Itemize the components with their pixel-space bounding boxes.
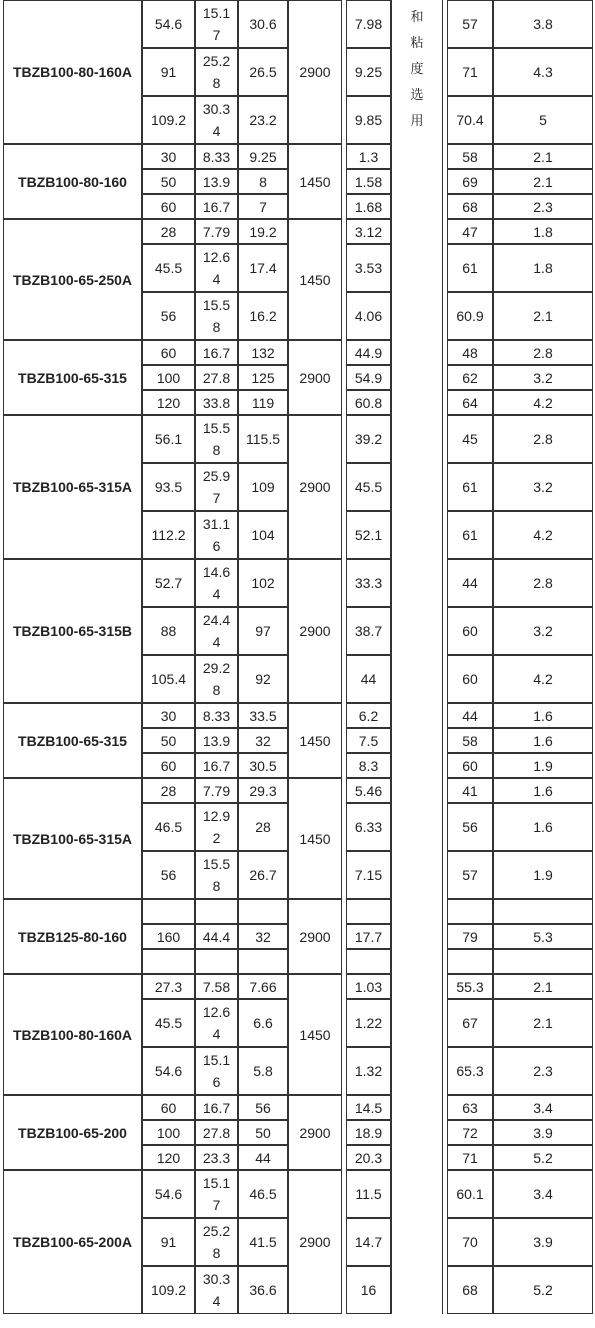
npsh-cell: 1.6 — [493, 778, 593, 803]
model-cell: TBZB100-65-315A — [3, 415, 142, 559]
flow-m3h-cell: 46.5 — [142, 803, 195, 851]
efficiency-cell: 56 — [447, 803, 493, 851]
npsh-cell: 2.1 — [493, 999, 593, 1047]
value-part: 15.1 — [202, 1052, 231, 1068]
value-part: 8 — [212, 319, 221, 335]
value-part: 8 — [212, 75, 221, 91]
efficiency-cell — [447, 899, 493, 924]
head-cell — [238, 899, 288, 924]
speed-cell: 1450 — [288, 219, 342, 340]
table-row — [3, 778, 593, 803]
speed-cell: 1450 — [288, 144, 342, 219]
flow-m3h-cell: 30 — [142, 703, 195, 728]
npsh-cell: 4.2 — [493, 390, 593, 415]
note-cell — [391, 0, 443, 1314]
flow-m3h-cell: 45.5 — [142, 244, 195, 292]
value-part: 4 — [212, 1293, 221, 1309]
efficiency-cell: 41 — [447, 778, 493, 803]
npsh-cell: 1.8 — [493, 244, 593, 292]
flow-ls-cell — [195, 1170, 238, 1218]
head-cell: 92 — [238, 655, 288, 703]
note-char: 和 — [410, 9, 424, 24]
flow-ls-cell — [195, 1218, 238, 1266]
value-part: 4 — [212, 586, 221, 602]
flow-ls-cell: 16.7 — [195, 194, 238, 219]
efficiency-cell: 61 — [447, 511, 493, 559]
power-cell: 11.5 — [346, 1170, 391, 1218]
power-cell: 18.9 — [346, 1120, 391, 1145]
note-char: 用 — [410, 113, 424, 128]
value-part: 4 — [212, 123, 221, 139]
power-cell: 6.33 — [346, 803, 391, 851]
value-part: 7 — [212, 490, 221, 506]
flow-m3h-cell: 100 — [142, 365, 195, 390]
power-cell: 3.12 — [346, 219, 391, 244]
flow-ls-cell — [195, 96, 238, 144]
head-cell: 28 — [238, 803, 288, 851]
npsh-cell — [493, 899, 593, 924]
value-part: 12.6 — [202, 249, 231, 265]
value-part: 15.5 — [202, 297, 231, 313]
speed-cell: 2900 — [288, 899, 342, 974]
power-cell: 1.22 — [346, 999, 391, 1047]
flow-ls-cell — [195, 292, 238, 340]
flow-m3h-cell: 100 — [142, 1120, 195, 1145]
flow-m3h-cell: 56 — [142, 851, 195, 899]
flow-m3h-cell: 30 — [142, 144, 195, 169]
power-cell: 39.2 — [346, 415, 391, 463]
table-row — [3, 974, 593, 999]
npsh-cell: 1.8 — [493, 219, 593, 244]
power-cell: 14.5 — [346, 1095, 391, 1120]
efficiency-cell: 48 — [447, 340, 493, 365]
flow-ls-cell: 8.33 — [195, 703, 238, 728]
flow-m3h-cell: 109.2 — [142, 1266, 195, 1314]
value-part: 25.2 — [202, 1223, 231, 1239]
flow-m3h-cell: 88 — [142, 607, 195, 655]
model-cell: TBZB100-65-200 — [3, 1095, 142, 1170]
table-row — [3, 703, 593, 728]
power-cell: 60.8 — [346, 390, 391, 415]
flow-m3h-cell: 28 — [142, 219, 195, 244]
head-cell: 30.5 — [238, 753, 288, 778]
value-part: 12.9 — [202, 808, 231, 824]
value-part: 8 — [212, 1245, 221, 1261]
head-cell: 56 — [238, 1095, 288, 1120]
flow-m3h-cell: 91 — [142, 1218, 195, 1266]
power-cell: 9.25 — [346, 48, 391, 96]
pump-spec-table — [3, 0, 593, 1314]
flow-ls-cell — [195, 999, 238, 1047]
note-char: 度 — [410, 61, 424, 76]
power-cell: 52.1 — [346, 511, 391, 559]
power-cell: 6.2 — [346, 703, 391, 728]
flow-ls-cell: 16.7 — [195, 753, 238, 778]
power-cell: 1.58 — [346, 169, 391, 194]
head-cell: 36.6 — [238, 1266, 288, 1314]
flow-ls-cell: 16.7 — [195, 340, 238, 365]
power-cell: 7.15 — [346, 851, 391, 899]
npsh-cell: 4.2 — [493, 511, 593, 559]
value-part: 15.5 — [202, 420, 231, 436]
power-cell: 14.7 — [346, 1218, 391, 1266]
efficiency-cell: 60 — [447, 753, 493, 778]
model-cell: TBZB100-65-315A — [3, 778, 142, 899]
flow-ls-cell — [195, 803, 238, 851]
flow-m3h-cell: 60 — [142, 340, 195, 365]
flow-m3h-cell: 109.2 — [142, 96, 195, 144]
value-part: 7 — [212, 1197, 221, 1213]
efficiency-cell: 60 — [447, 607, 493, 655]
flow-ls-cell — [195, 949, 238, 974]
head-cell: 33.5 — [238, 703, 288, 728]
speed-cell: 1450 — [288, 974, 342, 1095]
efficiency-cell: 47 — [447, 219, 493, 244]
model-cell: TBZB100-80-160 — [3, 144, 142, 219]
flow-ls-cell — [195, 1047, 238, 1095]
head-cell: 44 — [238, 1145, 288, 1170]
flow-ls-cell — [195, 244, 238, 292]
value-part: 30.3 — [202, 1271, 231, 1287]
head-cell: 132 — [238, 340, 288, 365]
head-cell: 50 — [238, 1120, 288, 1145]
power-cell: 7.5 — [346, 728, 391, 753]
power-cell: 44 — [346, 655, 391, 703]
power-cell: 17.7 — [346, 924, 391, 949]
table-row — [3, 144, 593, 169]
npsh-cell: 3.2 — [493, 463, 593, 511]
head-cell: 7.66 — [238, 974, 288, 999]
value-part: 14.6 — [202, 564, 231, 580]
table-row — [3, 415, 593, 463]
flow-m3h-cell: 60 — [142, 1095, 195, 1120]
speed-cell: 1450 — [288, 778, 342, 899]
power-cell: 5.46 — [346, 778, 391, 803]
efficiency-cell: 68 — [447, 1266, 493, 1314]
head-cell: 125 — [238, 365, 288, 390]
flow-m3h-cell: 120 — [142, 1145, 195, 1170]
npsh-cell — [493, 949, 593, 974]
npsh-cell: 1.6 — [493, 728, 593, 753]
head-cell: 29.3 — [238, 778, 288, 803]
head-cell: 41.5 — [238, 1218, 288, 1266]
flow-m3h-cell: 105.4 — [142, 655, 195, 703]
power-cell: 20.3 — [346, 1145, 391, 1170]
flow-ls-cell: 7.79 — [195, 219, 238, 244]
speed-cell: 1450 — [288, 703, 342, 778]
flow-ls-cell: 13.9 — [195, 728, 238, 753]
flow-ls-cell: 33.8 — [195, 390, 238, 415]
value-part: 6 — [212, 538, 221, 554]
head-cell: 46.5 — [238, 1170, 288, 1218]
speed-cell: 2900 — [288, 0, 342, 144]
model-cell: TBZB100-80-160A — [3, 0, 142, 144]
flow-m3h-cell: 56.1 — [142, 415, 195, 463]
power-cell: 1.32 — [346, 1047, 391, 1095]
flow-ls-cell — [195, 1266, 238, 1314]
npsh-cell: 3.2 — [493, 365, 593, 390]
efficiency-cell: 69 — [447, 169, 493, 194]
flow-m3h-cell: 120 — [142, 390, 195, 415]
flow-m3h-cell: 28 — [142, 778, 195, 803]
value-part: 8 — [212, 878, 221, 894]
note-char: 粘 — [410, 35, 424, 50]
head-cell: 115.5 — [238, 415, 288, 463]
npsh-cell: 3.9 — [493, 1120, 593, 1145]
npsh-cell: 5.3 — [493, 924, 593, 949]
efficiency-cell: 72 — [447, 1120, 493, 1145]
table-body — [3, 0, 593, 1314]
head-cell: 26.5 — [238, 48, 288, 96]
power-cell: 9.85 — [346, 96, 391, 144]
flow-m3h-cell: 50 — [142, 169, 195, 194]
npsh-cell: 2.1 — [493, 169, 593, 194]
flow-m3h-cell: 60 — [142, 753, 195, 778]
flow-ls-cell — [195, 851, 238, 899]
flow-m3h-cell: 112.2 — [142, 511, 195, 559]
power-cell: 38.7 — [346, 607, 391, 655]
flow-ls-cell — [195, 415, 238, 463]
npsh-cell: 5.2 — [493, 1266, 593, 1314]
flow-ls-cell: 7.58 — [195, 974, 238, 999]
head-cell: 102 — [238, 559, 288, 607]
table-row — [3, 0, 593, 48]
speed-cell: 2900 — [288, 340, 342, 415]
efficiency-cell: 55.3 — [447, 974, 493, 999]
model-cell: TBZB100-65-200A — [3, 1170, 142, 1314]
head-cell: 17.4 — [238, 244, 288, 292]
flow-ls-cell: 16.7 — [195, 1095, 238, 1120]
power-cell: 16 — [346, 1266, 391, 1314]
head-cell: 6.6 — [238, 999, 288, 1047]
flow-ls-cell: 23.3 — [195, 1145, 238, 1170]
flow-ls-cell: 44.4 — [195, 924, 238, 949]
efficiency-cell: 61 — [447, 244, 493, 292]
table-row — [3, 1170, 593, 1218]
npsh-cell: 3.4 — [493, 1170, 593, 1218]
efficiency-cell: 65.3 — [447, 1047, 493, 1095]
flow-ls-cell — [195, 0, 238, 48]
table-row — [3, 219, 593, 244]
flow-m3h-cell: 56 — [142, 292, 195, 340]
power-cell: 1.68 — [346, 194, 391, 219]
npsh-cell: 3.4 — [493, 1095, 593, 1120]
value-part: 4 — [212, 1026, 221, 1042]
efficiency-cell: 60.1 — [447, 1170, 493, 1218]
value-part: 25.2 — [202, 53, 231, 69]
value-part: 15.1 — [202, 5, 231, 21]
npsh-cell: 3.2 — [493, 607, 593, 655]
flow-ls-cell — [195, 48, 238, 96]
power-cell: 1.03 — [346, 974, 391, 999]
model-cell: TBZB100-65-250A — [3, 219, 142, 340]
power-cell: 45.5 — [346, 463, 391, 511]
flow-m3h-cell: 52.7 — [142, 559, 195, 607]
efficiency-cell: 45 — [447, 415, 493, 463]
speed-cell: 2900 — [288, 415, 342, 559]
power-cell: 33.3 — [346, 559, 391, 607]
value-part: 24.4 — [202, 612, 231, 628]
head-cell — [238, 949, 288, 974]
head-cell: 109 — [238, 463, 288, 511]
flow-m3h-cell — [142, 899, 195, 924]
npsh-cell: 2.1 — [493, 144, 593, 169]
npsh-cell: 2.8 — [493, 340, 593, 365]
efficiency-cell: 58 — [447, 144, 493, 169]
speed-cell: 2900 — [288, 559, 342, 703]
head-cell: 16.2 — [238, 292, 288, 340]
npsh-cell: 3.9 — [493, 1218, 593, 1266]
table-row — [3, 559, 593, 607]
value-part: 30.3 — [202, 101, 231, 117]
table-row — [3, 1095, 593, 1120]
flow-m3h-cell: 54.6 — [142, 1170, 195, 1218]
model-cell: TBZB100-80-160A — [3, 974, 142, 1095]
efficiency-cell: 70.4 — [447, 96, 493, 144]
power-cell: 4.06 — [346, 292, 391, 340]
value-part: 2 — [212, 830, 221, 846]
flow-m3h-cell: 91 — [142, 48, 195, 96]
npsh-cell: 2.1 — [493, 974, 593, 999]
power-cell: 1.3 — [346, 144, 391, 169]
npsh-cell: 3.8 — [493, 0, 593, 48]
flow-m3h-cell: 60 — [142, 194, 195, 219]
flow-ls-cell — [195, 655, 238, 703]
efficiency-cell: 57 — [447, 851, 493, 899]
npsh-cell: 1.6 — [493, 703, 593, 728]
flow-m3h-cell: 160 — [142, 924, 195, 949]
efficiency-cell — [447, 949, 493, 974]
efficiency-cell: 71 — [447, 1145, 493, 1170]
npsh-cell: 2.3 — [493, 1047, 593, 1095]
power-cell: 8.3 — [346, 753, 391, 778]
value-part: 6 — [212, 1074, 221, 1090]
efficiency-cell: 60.9 — [447, 292, 493, 340]
flow-m3h-cell: 50 — [142, 728, 195, 753]
efficiency-cell: 62 — [447, 365, 493, 390]
table-row — [3, 340, 593, 365]
efficiency-cell: 61 — [447, 463, 493, 511]
flow-ls-cell — [195, 899, 238, 924]
npsh-cell: 4.3 — [493, 48, 593, 96]
flow-m3h-cell: 27.3 — [142, 974, 195, 999]
efficiency-cell: 60 — [447, 655, 493, 703]
head-cell: 32 — [238, 924, 288, 949]
table-row — [3, 899, 593, 924]
efficiency-cell: 67 — [447, 999, 493, 1047]
flow-ls-cell: 27.8 — [195, 1120, 238, 1145]
efficiency-cell: 44 — [447, 559, 493, 607]
model-cell: TBZB100-65-315B — [3, 559, 142, 703]
head-cell: 32 — [238, 728, 288, 753]
value-part: 8 — [212, 442, 221, 458]
head-cell: 23.2 — [238, 96, 288, 144]
head-cell: 7 — [238, 194, 288, 219]
npsh-cell: 1.9 — [493, 851, 593, 899]
power-cell — [346, 899, 391, 924]
flow-m3h-cell: 54.6 — [142, 0, 195, 48]
npsh-cell: 5.2 — [493, 1145, 593, 1170]
flow-ls-cell — [195, 559, 238, 607]
npsh-cell: 2.3 — [493, 194, 593, 219]
power-cell: 54.9 — [346, 365, 391, 390]
value-part: 15.5 — [202, 856, 231, 872]
npsh-cell: 2.8 — [493, 415, 593, 463]
value-part: 8 — [212, 682, 221, 698]
head-cell: 26.7 — [238, 851, 288, 899]
efficiency-cell: 79 — [447, 924, 493, 949]
value-part: 4 — [212, 634, 221, 650]
npsh-cell: 4.2 — [493, 655, 593, 703]
flow-m3h-cell — [142, 949, 195, 974]
efficiency-cell: 64 — [447, 390, 493, 415]
efficiency-cell: 71 — [447, 48, 493, 96]
npsh-cell: 1.6 — [493, 803, 593, 851]
flow-m3h-cell: 54.6 — [142, 1047, 195, 1095]
head-cell: 104 — [238, 511, 288, 559]
value-part: 4 — [212, 271, 221, 287]
flow-m3h-cell: 93.5 — [142, 463, 195, 511]
efficiency-cell: 57 — [447, 0, 493, 48]
head-cell: 8 — [238, 169, 288, 194]
note-char: 选 — [410, 87, 424, 102]
value-part: 15.1 — [202, 1175, 231, 1191]
model-cell: TBZB100-65-315 — [3, 703, 142, 778]
efficiency-cell: 68 — [447, 194, 493, 219]
model-cell: TBZB100-65-315 — [3, 340, 142, 415]
head-cell: 19.2 — [238, 219, 288, 244]
npsh-cell: 1.9 — [493, 753, 593, 778]
speed-cell: 2900 — [288, 1170, 342, 1314]
head-cell: 97 — [238, 607, 288, 655]
flow-m3h-cell: 45.5 — [142, 999, 195, 1047]
power-cell — [346, 949, 391, 974]
power-cell: 7.98 — [346, 0, 391, 48]
value-part: 25.9 — [202, 468, 231, 484]
flow-ls-cell — [195, 511, 238, 559]
flow-ls-cell: 27.8 — [195, 365, 238, 390]
head-cell: 5.8 — [238, 1047, 288, 1095]
efficiency-cell: 58 — [447, 728, 493, 753]
flow-ls-cell — [195, 463, 238, 511]
efficiency-cell: 63 — [447, 1095, 493, 1120]
power-cell: 3.53 — [346, 244, 391, 292]
value-part: 31.1 — [202, 516, 231, 532]
npsh-cell: 2.1 — [493, 292, 593, 340]
flow-ls-cell: 13.9 — [195, 169, 238, 194]
npsh-cell: 5 — [493, 96, 593, 144]
value-part: 12.6 — [202, 1004, 231, 1020]
head-cell: 30.6 — [238, 0, 288, 48]
npsh-cell: 2.8 — [493, 559, 593, 607]
value-part: 29.2 — [202, 660, 231, 676]
efficiency-cell: 44 — [447, 703, 493, 728]
speed-cell: 2900 — [288, 1095, 342, 1170]
flow-ls-cell — [195, 607, 238, 655]
head-cell: 119 — [238, 390, 288, 415]
efficiency-cell: 70 — [447, 1218, 493, 1266]
value-part: 7 — [212, 27, 221, 43]
head-cell: 9.25 — [238, 144, 288, 169]
power-cell: 44.9 — [346, 340, 391, 365]
flow-ls-cell: 7.79 — [195, 778, 238, 803]
flow-ls-cell: 8.33 — [195, 144, 238, 169]
model-cell: TBZB125-80-160 — [3, 899, 142, 974]
